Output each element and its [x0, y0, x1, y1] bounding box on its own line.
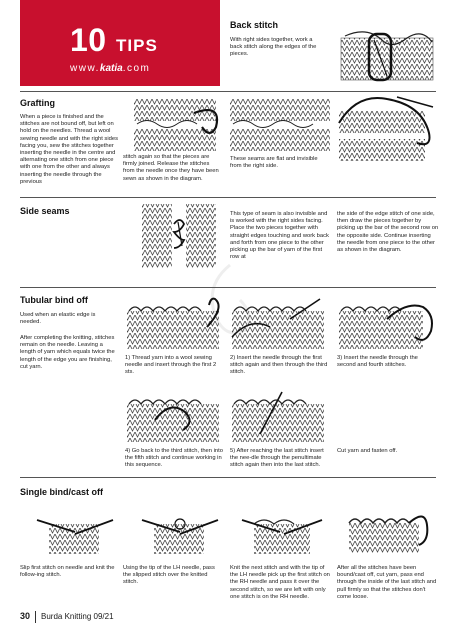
- tips-number: 10: [70, 22, 107, 58]
- tubular-intro-1: Used when an elastic edge is needed.: [20, 312, 96, 326]
- single-bind-step1-diagram-illustration: [35, 510, 115, 555]
- tips-word: TIPS: [116, 36, 158, 55]
- page-number: 30: [20, 611, 31, 622]
- tubular-step2-text: 2) Insert the needle through the first stitch again and then through the third stitch.: [230, 355, 328, 376]
- issue-number: 09/21: [93, 612, 114, 622]
- side-seams-text-col2: the side of the edge stitch of one side, then draw the pieces together by picking up the bar of the second row on the opposite side. Continue inserting the needle from one piece to the other as shown in the diagram.: [337, 211, 439, 254]
- grafting-diagram-3-illustration: [337, 93, 437, 168]
- website-link[interactable]: [70, 63, 150, 74]
- site-prefix: www.: [70, 63, 100, 74]
- tubular-step4-text: 4) Go back to the third stitch, then into the fifth stitch and continue working in this sequence.: [125, 448, 223, 469]
- tubular-step5-text: 5) After reaching the last stitch insert the nee-dle through the penultimate stitch again then into the last stitch.: [230, 448, 324, 469]
- grafting-diagram-1-illustration: [132, 93, 224, 153]
- tubular-step3-diagram-illustration: [337, 297, 437, 352]
- grafting-diagram-2-illustration: [228, 93, 338, 155]
- single-bind-text-3: Knit the next stitch and with the tip of the LH needle pick up the first stitch on the RH needle and pass it over the second stitch, so we are left with only one stitch is on the RH needle.: [230, 565, 330, 600]
- single-bind-off-heading: Single bind/cast off: [20, 487, 104, 497]
- side-seams-heading: Side seams: [20, 206, 70, 216]
- tubular-step1-diagram-illustration: [125, 297, 225, 352]
- side-seams-text-col1: This type of seam is also invisible and is worked with the right sides facing. Place the two pieces together with straight edges touching and work back and forth from one piece to the other picking up the bar of yarn of the first row at: [230, 211, 329, 261]
- single-bind-text-1: Slip first stitch on needle and knit the follow-ing stitch.: [20, 565, 115, 579]
- footer-separator: [35, 611, 36, 623]
- tubular-bind-off-heading: Tubular bind off: [20, 295, 88, 305]
- grafting-heading: Grafting: [20, 98, 55, 108]
- single-bind-step4-diagram-illustration: [345, 505, 430, 555]
- section-divider: [20, 197, 436, 198]
- single-bind-step2-diagram-illustration: [140, 510, 220, 555]
- grafting-text-col1: When a piece is finished and the stitches are not bound off, but left on hold on the needles. Thread a wool sewing needle and with the right sides facing you, sew the stitches together inserting the needle in the centre and alternating one stitch from one piece with one from the other and always inserting the needle through the previous: [20, 114, 118, 185]
- tubular-step4-diagram-illustration: [125, 390, 225, 445]
- single-bind-text-2: Using the tip of the LH needle, pass the slipped stitch over the knitted stitch.: [123, 565, 215, 586]
- page-footer: [20, 611, 114, 623]
- tubular-step6-text: Cut yarn and fasten off.: [337, 448, 398, 454]
- grafting-text-col2: stitch again so that the pieces are firmly joined. Release the stitches from the needle once they have been sewn as shown in the diagram.: [123, 154, 219, 182]
- magazine-name: Burda Knitting: [41, 612, 92, 622]
- section-divider: [20, 477, 436, 478]
- tubular-step3-text: 3) Insert the needle through the second and fourth stitches.: [337, 355, 418, 369]
- tubular-step2-diagram-illustration: [230, 297, 330, 352]
- back-stitch-heading: Back stitch: [230, 20, 279, 30]
- tubular-intro-2: After completing the knitting, stitches remain on the needle. Leaving a length of yarn which equals twice the length of the edge you are finishing, cut yarn.: [20, 335, 115, 370]
- section-divider: [20, 287, 436, 288]
- tubular-step5-diagram-illustration: [230, 390, 330, 445]
- single-bind-step3-diagram-illustration: [240, 510, 325, 555]
- back-stitch-text: With right sides together, work a back stitch along the edges of the pieces.: [230, 37, 317, 58]
- brand-logo-text: katia: [99, 63, 123, 74]
- grafting-text-col3: These seams are flat and invisible from the right side.: [230, 156, 318, 170]
- section-divider: [20, 91, 436, 92]
- single-bind-text-4: After all the stitches have been bound/cast off, cut yarn, pass end through the inside of the last stitch and pull firmly so that the stitches don't come loose.: [337, 565, 437, 600]
- site-suffix: .com: [122, 63, 151, 74]
- back-stitch-diagram-illustration: [337, 28, 437, 83]
- tubular-step1-text: 1) Thread yarn into a wool sewing needle and insert through the first 2 sts.: [125, 355, 217, 376]
